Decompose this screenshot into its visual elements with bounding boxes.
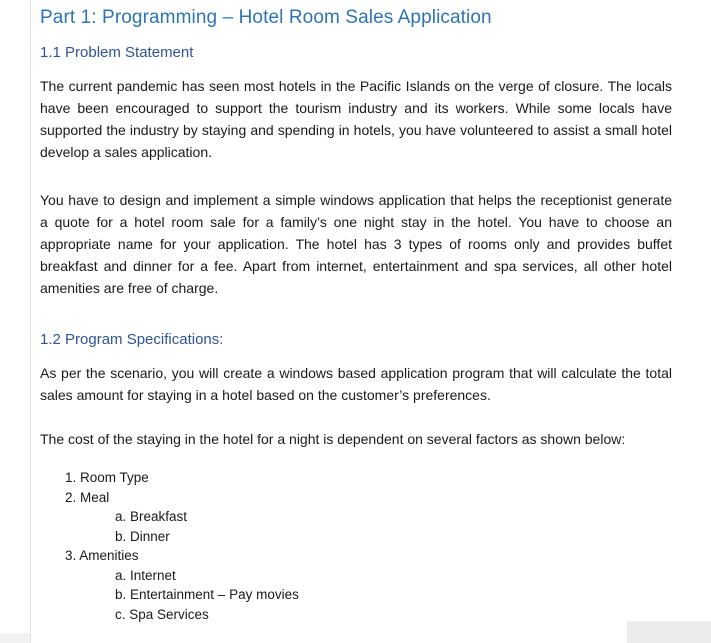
program-specifications-section [40, 331, 672, 624]
list-item: 3. Amenities [65, 548, 139, 563]
cost-factors-list [40, 468, 672, 624]
page-edge-line [30, 0, 31, 643]
paragraph-problem-statement-1: The current pandemic has seen most hotels in the Pacific Islands on the verge of closure. The locals have been encouraged to support the tourism industry and its workers. While some locals have supported the industry by staying and spending in hotels, you have volunteered to assist a small hotel develop a sales application. [40, 78, 672, 160]
list-item: b. Dinner [115, 528, 170, 544]
problem-statement-section [40, 44, 672, 299]
list-item: 1. Room Type [65, 470, 149, 485]
page-title: Part 1: Programming – Hotel Room Sales Application [40, 7, 492, 28]
paragraph-program-specs-2: The cost of the staying in the hotel for a night is dependent on several factors as shown below: [40, 431, 626, 447]
document-content [40, 0, 672, 624]
paragraph-problem-statement-2: You have to design and implement a simple windows application that helps the receptionist generate a quote for a hotel room sale for a family’s one night stay in the hotel. You have to choose an appropriate name for your application. The hotel has 3 types of rooms only and provides buffet breakfast and dinner for a fee. Apart from internet, entertainment and spa services, all other hotel amenities are free of charge. [40, 192, 672, 296]
list-item: c. Spa Services [115, 606, 209, 622]
list-item: a. Breakfast [115, 509, 188, 524]
section-heading-problem-statement: 1.1 Problem Statement [40, 44, 194, 61]
list-item: 2. Meal [65, 489, 110, 505]
corner-background-left [0, 633, 30, 643]
list-item: b. Entertainment – Pay movies [115, 587, 299, 602]
list-item: a. Internet [115, 567, 176, 583]
corner-background [627, 621, 711, 643]
paragraph-program-specs-1: As per the scenario, you will create a windows based application program that will calculate the total sales amount for staying in a hotel based on the customer’s preferences. [40, 365, 672, 403]
section-heading-program-specifications: 1.2 Program Specifications: [40, 331, 224, 348]
